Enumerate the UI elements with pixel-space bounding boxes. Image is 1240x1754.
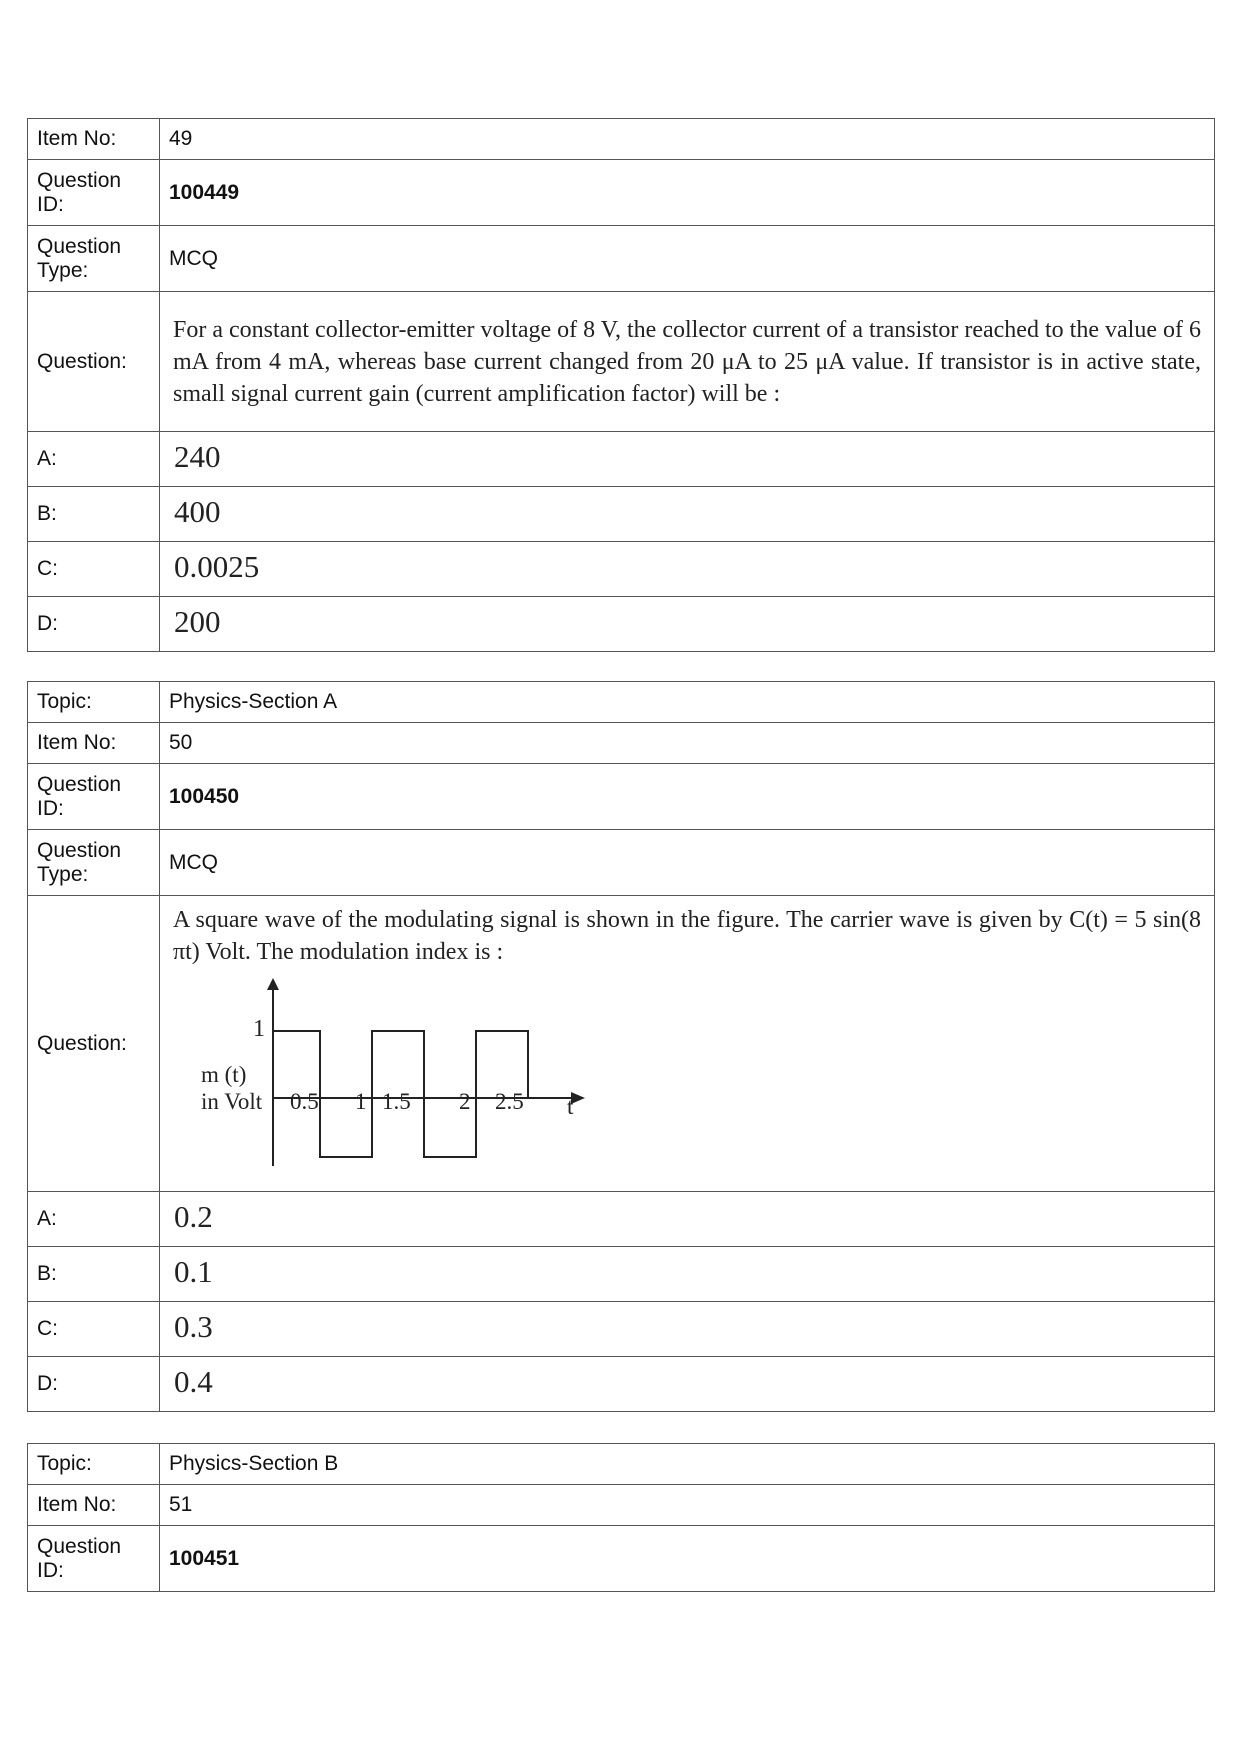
item-no-label: Item No:	[28, 1485, 160, 1526]
item-no-label: Item No:	[28, 723, 160, 764]
item-no-value: 51	[160, 1485, 1215, 1526]
question-text-cell	[160, 292, 1215, 432]
option-d-label: D:	[28, 1357, 160, 1412]
option-a-value: 240	[174, 439, 221, 474]
item-no-value: 50	[160, 723, 1215, 764]
question-card-49	[27, 118, 1215, 652]
option-a-cell	[160, 432, 1215, 487]
question-type-value: MCQ	[160, 226, 1215, 292]
option-b-value: 0.1	[174, 1254, 213, 1289]
option-a-value: 0.2	[174, 1199, 213, 1234]
topic-label: Topic:	[28, 682, 160, 723]
question-label: Question:	[28, 292, 160, 432]
question-content-cell	[160, 896, 1215, 1192]
question-type-row	[28, 226, 1215, 292]
question-id-row	[28, 1526, 1215, 1592]
option-b-label: B:	[28, 487, 160, 542]
question-id-row	[28, 764, 1215, 830]
option-c-row	[28, 542, 1215, 597]
x-tick-1-5: 1.5	[382, 1089, 411, 1114]
x-tick-2-5: 2.5	[495, 1089, 524, 1114]
option-d-row	[28, 597, 1215, 652]
y-axis-label-line1: m (t)	[201, 1062, 247, 1087]
option-d-cell	[160, 1357, 1215, 1412]
question-card-51	[27, 1443, 1215, 1592]
option-b-cell	[160, 487, 1215, 542]
item-no-row	[28, 723, 1215, 764]
question-row	[28, 292, 1215, 432]
question-id-value: 100451	[160, 1526, 1215, 1592]
question-id-label-line1: Question	[37, 772, 122, 796]
question-id-row	[28, 160, 1215, 226]
option-c-value: 0.0025	[174, 549, 260, 584]
question-type-label	[28, 830, 160, 896]
option-a-label: A:	[28, 1192, 160, 1247]
question-id-label-line2: ID:	[37, 192, 64, 216]
option-c-cell	[160, 542, 1215, 597]
option-b-row	[28, 1247, 1215, 1302]
question-type-label-line2: Type:	[37, 862, 89, 886]
question-label: Question:	[28, 896, 160, 1192]
option-a-cell	[160, 1192, 1215, 1247]
option-a-label: A:	[28, 432, 160, 487]
question-text: A square wave of the modulating signal is shown in the figure. The carrier wave is given by C(t) = 5 sin(8 πt) Volt. The modulation index is :	[173, 907, 1201, 965]
item-no-label: Item No:	[28, 119, 160, 160]
y-axis-arrow-icon	[267, 978, 279, 990]
question-type-label-line1: Question	[37, 838, 122, 862]
y-axis-label-line2: in Volt	[201, 1089, 263, 1114]
question-id-value: 100449	[160, 160, 1215, 226]
question-id-label	[28, 764, 160, 830]
question-type-label	[28, 226, 160, 292]
x-tick-2: 2	[459, 1089, 471, 1114]
option-d-value: 0.4	[174, 1364, 213, 1399]
option-c-value: 0.3	[174, 1309, 213, 1344]
option-a-row	[28, 432, 1215, 487]
option-c-cell	[160, 1302, 1215, 1357]
topic-row	[28, 682, 1215, 723]
option-b-cell	[160, 1247, 1215, 1302]
option-b-value: 400	[174, 494, 221, 529]
x-axis-label: t	[567, 1094, 574, 1119]
option-d-row	[28, 1357, 1215, 1412]
question-id-label-line2: ID:	[37, 796, 64, 820]
topic-label: Topic:	[28, 1444, 160, 1485]
topic-row	[28, 1444, 1215, 1485]
question-id-label-line1: Question	[37, 1534, 122, 1558]
option-c-label: C:	[28, 542, 160, 597]
question-text: For a constant collector-emitter voltage of 8 V, the collector current of a transistor reached to the value of 6 mA from 4 mA, whereas base current changed from 20 μA to 25 μA value. If transistor is in active state, small signal current gain (current amplification factor) will be :	[173, 316, 1201, 407]
option-d-label: D:	[28, 597, 160, 652]
item-no-row	[28, 119, 1215, 160]
topic-value: Physics-Section A	[160, 682, 1215, 723]
question-type-label-line2: Type:	[37, 258, 89, 282]
item-no-row	[28, 1485, 1215, 1526]
square-wave-figure	[183, 974, 643, 1174]
question-id-value: 100450	[160, 764, 1215, 830]
option-c-row	[28, 1302, 1215, 1357]
question-row	[28, 896, 1215, 1192]
question-type-value: MCQ	[160, 830, 1215, 896]
item-no-value: 49	[160, 119, 1215, 160]
question-id-label-line2: ID:	[37, 1558, 64, 1582]
question-type-row	[28, 830, 1215, 896]
option-a-row	[28, 1192, 1215, 1247]
topic-value: Physics-Section B	[160, 1444, 1215, 1485]
y-tick-1: 1	[253, 1016, 265, 1042]
question-type-label-line1: Question	[37, 234, 122, 258]
option-c-label: C:	[28, 1302, 160, 1357]
option-d-cell	[160, 597, 1215, 652]
question-id-label	[28, 160, 160, 226]
option-d-value: 200	[174, 604, 221, 639]
question-id-label	[28, 1526, 160, 1592]
option-b-label: B:	[28, 1247, 160, 1302]
x-tick-1: 1	[355, 1089, 367, 1114]
x-tick-0-5: 0.5	[290, 1089, 319, 1114]
option-b-row	[28, 487, 1215, 542]
question-card-50	[27, 681, 1215, 1412]
question-id-label-line1: Question	[37, 168, 122, 192]
